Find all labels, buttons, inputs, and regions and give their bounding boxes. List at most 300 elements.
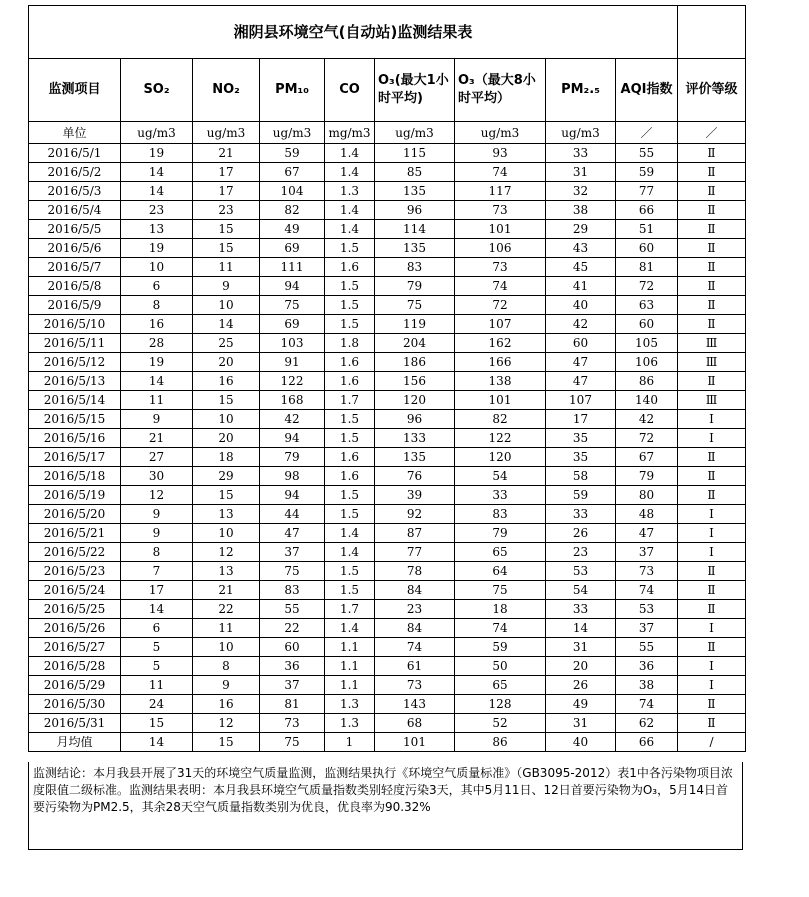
table-cell: 2016/5/17 — [29, 448, 121, 467]
table-cell: 94 — [260, 429, 325, 448]
table-cell: 47 — [616, 524, 678, 543]
table-cell: 1.4 — [325, 201, 375, 220]
table-cell: 1.5 — [325, 505, 375, 524]
table-cell: 13 — [193, 562, 260, 581]
table-cell: 2016/5/30 — [29, 695, 121, 714]
table-cell: 47 — [546, 353, 616, 372]
table-row — [29, 467, 746, 486]
table-cell: 15 — [121, 714, 193, 733]
table-cell: 59 — [260, 144, 325, 163]
table-cell: 2016/5/9 — [29, 296, 121, 315]
table-cell: 16 — [121, 315, 193, 334]
table-cell: 1.6 — [325, 467, 375, 486]
table-cell: 1.4 — [325, 619, 375, 638]
unit-cell: ug/m3 — [260, 122, 325, 144]
table-cell: 9 — [121, 410, 193, 429]
table-cell: Ⅱ — [678, 163, 746, 182]
table-row — [29, 144, 746, 163]
table-cell: 83 — [455, 505, 546, 524]
table-cell: 13 — [121, 220, 193, 239]
table-row — [29, 676, 746, 695]
table-cell: Ⅰ — [678, 524, 746, 543]
table-cell: Ⅱ — [678, 201, 746, 220]
table-cell: 74 — [455, 619, 546, 638]
table-cell: 60 — [546, 334, 616, 353]
table-cell: 39 — [375, 486, 455, 505]
average-cell: 66 — [616, 733, 678, 752]
average-cell: 101 — [375, 733, 455, 752]
table-cell: 2016/5/25 — [29, 600, 121, 619]
table-cell: 80 — [616, 486, 678, 505]
table-row — [29, 695, 746, 714]
table-cell: 98 — [260, 467, 325, 486]
table-cell: 16 — [193, 372, 260, 391]
header-cell: O₃(最大1小时平均) — [375, 59, 455, 122]
table-cell: 14 — [546, 619, 616, 638]
table-cell: 15 — [193, 391, 260, 410]
table-cell: 96 — [375, 410, 455, 429]
table-cell: Ⅲ — [678, 334, 746, 353]
table-cell: 26 — [546, 524, 616, 543]
header-cell: AQI指数 — [616, 59, 678, 122]
table-cell: 37 — [260, 543, 325, 562]
table-cell: 54 — [455, 467, 546, 486]
table-cell: 2016/5/31 — [29, 714, 121, 733]
table-cell: 2016/5/29 — [29, 676, 121, 695]
table-cell: 122 — [455, 429, 546, 448]
table-cell: 17 — [193, 163, 260, 182]
table-cell: 1.3 — [325, 695, 375, 714]
table-cell: 2016/5/12 — [29, 353, 121, 372]
table-cell: 5 — [121, 657, 193, 676]
table-cell: 19 — [121, 144, 193, 163]
table-cell: 12 — [193, 714, 260, 733]
table-cell: 49 — [546, 695, 616, 714]
table-row — [29, 277, 746, 296]
table-cell: 2016/5/27 — [29, 638, 121, 657]
table-cell: 64 — [455, 562, 546, 581]
table-cell: 29 — [193, 467, 260, 486]
table-cell: 43 — [546, 239, 616, 258]
table-cell: Ⅰ — [678, 543, 746, 562]
table-cell: 1.7 — [325, 600, 375, 619]
header-cell: CO — [325, 59, 375, 122]
table-cell: 101 — [455, 391, 546, 410]
table-cell: 15 — [193, 486, 260, 505]
table-cell: 9 — [121, 524, 193, 543]
table-cell: 2016/5/8 — [29, 277, 121, 296]
table-cell: 72 — [616, 277, 678, 296]
table-cell: 1.5 — [325, 429, 375, 448]
table-cell: Ⅱ — [678, 562, 746, 581]
table-cell: 1.6 — [325, 353, 375, 372]
table-cell: 2016/5/3 — [29, 182, 121, 201]
unit-cell: 单位 — [29, 122, 121, 144]
table-cell: 55 — [616, 144, 678, 163]
table-cell: 19 — [121, 239, 193, 258]
table-cell: 32 — [546, 182, 616, 201]
table-cell: 186 — [375, 353, 455, 372]
table-cell: 28 — [121, 334, 193, 353]
table-cell: 50 — [455, 657, 546, 676]
table-row — [29, 182, 746, 201]
table-cell: 73 — [375, 676, 455, 695]
table-cell: 114 — [375, 220, 455, 239]
table-cell: 1.5 — [325, 239, 375, 258]
table-cell: 93 — [455, 144, 546, 163]
table-cell: 81 — [616, 258, 678, 277]
table-row — [29, 543, 746, 562]
table-cell: Ⅰ — [678, 505, 746, 524]
unit-cell: ug/m3 — [193, 122, 260, 144]
table-cell: 72 — [616, 429, 678, 448]
table-cell: 2016/5/14 — [29, 391, 121, 410]
table-cell: Ⅱ — [678, 372, 746, 391]
table-cell: 78 — [375, 562, 455, 581]
table-cell: Ⅲ — [678, 353, 746, 372]
table-cell: Ⅱ — [678, 714, 746, 733]
header-cell: 评价等级 — [678, 59, 746, 122]
table-cell: 19 — [121, 353, 193, 372]
average-row — [29, 733, 746, 752]
table-cell: 47 — [546, 372, 616, 391]
unit-cell: ug/m3 — [546, 122, 616, 144]
table-cell: 94 — [260, 486, 325, 505]
table-cell: 106 — [455, 239, 546, 258]
table-cell: 168 — [260, 391, 325, 410]
table-cell: 111 — [260, 258, 325, 277]
table-cell: 14 — [121, 600, 193, 619]
table-cell: 14 — [121, 163, 193, 182]
table-cell: 69 — [260, 239, 325, 258]
table-cell: 74 — [455, 277, 546, 296]
table-cell: 12 — [121, 486, 193, 505]
average-cell: 75 — [260, 733, 325, 752]
table-cell: 11 — [193, 258, 260, 277]
table-cell: Ⅰ — [678, 429, 746, 448]
table-cell: 1.3 — [325, 714, 375, 733]
table-cell: 18 — [193, 448, 260, 467]
table-cell: 40 — [546, 296, 616, 315]
table-row — [29, 619, 746, 638]
table-cell: 77 — [375, 543, 455, 562]
table-row — [29, 600, 746, 619]
table-cell: Ⅱ — [678, 467, 746, 486]
table-cell: 1.4 — [325, 163, 375, 182]
table-cell: 35 — [546, 429, 616, 448]
table-cell: 72 — [455, 296, 546, 315]
table-cell: 41 — [546, 277, 616, 296]
table-cell: 1.4 — [325, 144, 375, 163]
table-cell: 106 — [616, 353, 678, 372]
table-cell: 49 — [260, 220, 325, 239]
table-cell: 1.5 — [325, 562, 375, 581]
table-cell: 9 — [121, 505, 193, 524]
table-cell: 79 — [375, 277, 455, 296]
table-cell: 47 — [260, 524, 325, 543]
table-cell: 91 — [260, 353, 325, 372]
header-cell: PM₂.₅ — [546, 59, 616, 122]
unit-row — [29, 122, 746, 144]
table-cell: 82 — [455, 410, 546, 429]
unit-cell: ／ — [678, 122, 746, 144]
table-cell: 2016/5/23 — [29, 562, 121, 581]
table-cell: Ⅱ — [678, 296, 746, 315]
table-cell: 36 — [260, 657, 325, 676]
table-cell: 2016/5/6 — [29, 239, 121, 258]
table-row — [29, 334, 746, 353]
table-cell: 14 — [193, 315, 260, 334]
table-row — [29, 201, 746, 220]
average-cell: / — [678, 733, 746, 752]
table-cell: 84 — [375, 619, 455, 638]
table-cell: 31 — [546, 714, 616, 733]
table-cell: 1.5 — [325, 296, 375, 315]
table-cell: 12 — [193, 543, 260, 562]
table-cell: 53 — [616, 600, 678, 619]
table-cell: 9 — [193, 277, 260, 296]
table-cell: 6 — [121, 277, 193, 296]
table-cell: Ⅰ — [678, 619, 746, 638]
table-cell: 13 — [193, 505, 260, 524]
table-cell: 42 — [546, 315, 616, 334]
table-cell: 21 — [121, 429, 193, 448]
table-title: 湘阴县环境空气(自动站)监测结果表 — [29, 6, 678, 59]
table-cell: 20 — [193, 353, 260, 372]
table-cell: 59 — [546, 486, 616, 505]
table-cell: 103 — [260, 334, 325, 353]
table-cell: 1.4 — [325, 543, 375, 562]
table-cell: 2016/5/1 — [29, 144, 121, 163]
table-row — [29, 562, 746, 581]
header-cell: SO₂ — [121, 59, 193, 122]
header-cell: NO₂ — [193, 59, 260, 122]
table-cell: Ⅱ — [678, 486, 746, 505]
table-cell: 2016/5/19 — [29, 486, 121, 505]
table-cell: 53 — [546, 562, 616, 581]
table-cell: 1.5 — [325, 581, 375, 600]
table-cell: Ⅱ — [678, 182, 746, 201]
table-cell: 38 — [616, 676, 678, 695]
table-cell: 44 — [260, 505, 325, 524]
table-cell: 117 — [455, 182, 546, 201]
table-cell: 86 — [616, 372, 678, 391]
table-row — [29, 372, 746, 391]
table-cell: 135 — [375, 182, 455, 201]
table-cell: 55 — [260, 600, 325, 619]
header-cell: O₃（最大8小时平均） — [455, 59, 546, 122]
table-cell: 77 — [616, 182, 678, 201]
table-cell: 87 — [375, 524, 455, 543]
table-cell: 37 — [616, 543, 678, 562]
unit-cell: mg/m3 — [325, 122, 375, 144]
table-cell: 51 — [616, 220, 678, 239]
table-cell: 26 — [546, 676, 616, 695]
table-cell: 60 — [616, 239, 678, 258]
table-cell: Ⅰ — [678, 676, 746, 695]
table-cell: 105 — [616, 334, 678, 353]
table-cell: 79 — [616, 467, 678, 486]
table-cell: 8 — [121, 543, 193, 562]
average-cell: 86 — [455, 733, 546, 752]
table-cell: 10 — [193, 296, 260, 315]
table-cell: 62 — [616, 714, 678, 733]
table-row — [29, 486, 746, 505]
table-cell: 25 — [193, 334, 260, 353]
table-cell: 33 — [546, 144, 616, 163]
table-cell: 82 — [260, 201, 325, 220]
table-cell: 11 — [121, 391, 193, 410]
table-cell: Ⅱ — [678, 144, 746, 163]
table-cell: 17 — [546, 410, 616, 429]
table-row — [29, 581, 746, 600]
table-cell: 73 — [260, 714, 325, 733]
table-cell: 2016/5/22 — [29, 543, 121, 562]
header-cell: 监测项目 — [29, 59, 121, 122]
table-row — [29, 657, 746, 676]
table-cell: 11 — [193, 619, 260, 638]
table-cell: 162 — [455, 334, 546, 353]
table-cell: 120 — [455, 448, 546, 467]
unit-cell: ug/m3 — [375, 122, 455, 144]
table-cell: 1.5 — [325, 410, 375, 429]
header-row — [29, 59, 746, 122]
table-cell: 2016/5/24 — [29, 581, 121, 600]
table-cell: 59 — [616, 163, 678, 182]
table-cell: 2016/5/11 — [29, 334, 121, 353]
average-cell: 1 — [325, 733, 375, 752]
table-cell: 140 — [616, 391, 678, 410]
table-row — [29, 410, 746, 429]
table-cell: 101 — [455, 220, 546, 239]
average-cell: 15 — [193, 733, 260, 752]
table-cell: 54 — [546, 581, 616, 600]
table-cell: 21 — [193, 144, 260, 163]
table-cell: 5 — [121, 638, 193, 657]
table-cell: 36 — [616, 657, 678, 676]
table-row — [29, 524, 746, 543]
table-cell: 76 — [375, 467, 455, 486]
table-cell: Ⅰ — [678, 657, 746, 676]
table-cell: 75 — [260, 296, 325, 315]
table-cell: 15 — [193, 239, 260, 258]
average-cell: 月均值 — [29, 733, 121, 752]
table-cell: Ⅱ — [678, 600, 746, 619]
table-row — [29, 638, 746, 657]
table-cell: 1.1 — [325, 638, 375, 657]
table-cell: 16 — [193, 695, 260, 714]
table-cell: 204 — [375, 334, 455, 353]
table-cell: 104 — [260, 182, 325, 201]
table-cell: 2016/5/16 — [29, 429, 121, 448]
table-row — [29, 429, 746, 448]
table-cell: 37 — [260, 676, 325, 695]
table-cell: 156 — [375, 372, 455, 391]
table-cell: Ⅱ — [678, 638, 746, 657]
table-cell: 1.6 — [325, 258, 375, 277]
table-cell: 1.5 — [325, 315, 375, 334]
table-cell: 143 — [375, 695, 455, 714]
table-cell: Ⅱ — [678, 277, 746, 296]
title-corner-cell — [678, 6, 746, 59]
table-cell: 29 — [546, 220, 616, 239]
unit-cell: ug/m3 — [121, 122, 193, 144]
table-cell: 2016/5/18 — [29, 467, 121, 486]
table-cell: 20 — [546, 657, 616, 676]
table-cell: 17 — [193, 182, 260, 201]
table-cell: 33 — [546, 600, 616, 619]
table-cell: 20 — [193, 429, 260, 448]
table-cell: 8 — [121, 296, 193, 315]
table-cell: 7 — [121, 562, 193, 581]
table-cell: 6 — [121, 619, 193, 638]
table-cell: Ⅱ — [678, 448, 746, 467]
table-cell: 31 — [546, 638, 616, 657]
table-cell: 10 — [121, 258, 193, 277]
table-cell: 23 — [546, 543, 616, 562]
report-sheet — [28, 5, 746, 752]
table-cell: 58 — [546, 467, 616, 486]
table-cell: 166 — [455, 353, 546, 372]
table-cell: 45 — [546, 258, 616, 277]
table-cell: 75 — [375, 296, 455, 315]
table-cell: 1.5 — [325, 486, 375, 505]
table-cell: 138 — [455, 372, 546, 391]
table-cell: 60 — [260, 638, 325, 657]
table-cell: 59 — [455, 638, 546, 657]
table-cell: 135 — [375, 239, 455, 258]
table-row — [29, 296, 746, 315]
table-cell: 2016/5/15 — [29, 410, 121, 429]
table-cell: 38 — [546, 201, 616, 220]
table-cell: 96 — [375, 201, 455, 220]
table-cell: 2016/5/26 — [29, 619, 121, 638]
table-cell: 2016/5/2 — [29, 163, 121, 182]
table-cell: 1.6 — [325, 372, 375, 391]
table-cell: 68 — [375, 714, 455, 733]
table-cell: 1.4 — [325, 220, 375, 239]
table-cell: 115 — [375, 144, 455, 163]
table-cell: 79 — [260, 448, 325, 467]
table-cell: 55 — [616, 638, 678, 657]
table-row — [29, 220, 746, 239]
table-cell: 74 — [616, 581, 678, 600]
table-cell: 61 — [375, 657, 455, 676]
table-row — [29, 315, 746, 334]
table-cell: 18 — [455, 600, 546, 619]
table-cell: Ⅱ — [678, 220, 746, 239]
table-cell: 73 — [455, 258, 546, 277]
table-cell: 73 — [455, 201, 546, 220]
table-cell: Ⅱ — [678, 239, 746, 258]
table-cell: 79 — [455, 524, 546, 543]
table-cell: 21 — [193, 581, 260, 600]
table-cell: 11 — [121, 676, 193, 695]
table-cell: 85 — [375, 163, 455, 182]
table-cell: 8 — [193, 657, 260, 676]
table-cell: 133 — [375, 429, 455, 448]
table-cell: 120 — [375, 391, 455, 410]
table-cell: 135 — [375, 448, 455, 467]
table-cell: 67 — [260, 163, 325, 182]
table-cell: 92 — [375, 505, 455, 524]
table-cell: 75 — [260, 562, 325, 581]
table-cell: 10 — [193, 410, 260, 429]
table-cell: 23 — [193, 201, 260, 220]
table-cell: 2016/5/20 — [29, 505, 121, 524]
table-cell: 27 — [121, 448, 193, 467]
table-cell: 1.8 — [325, 334, 375, 353]
